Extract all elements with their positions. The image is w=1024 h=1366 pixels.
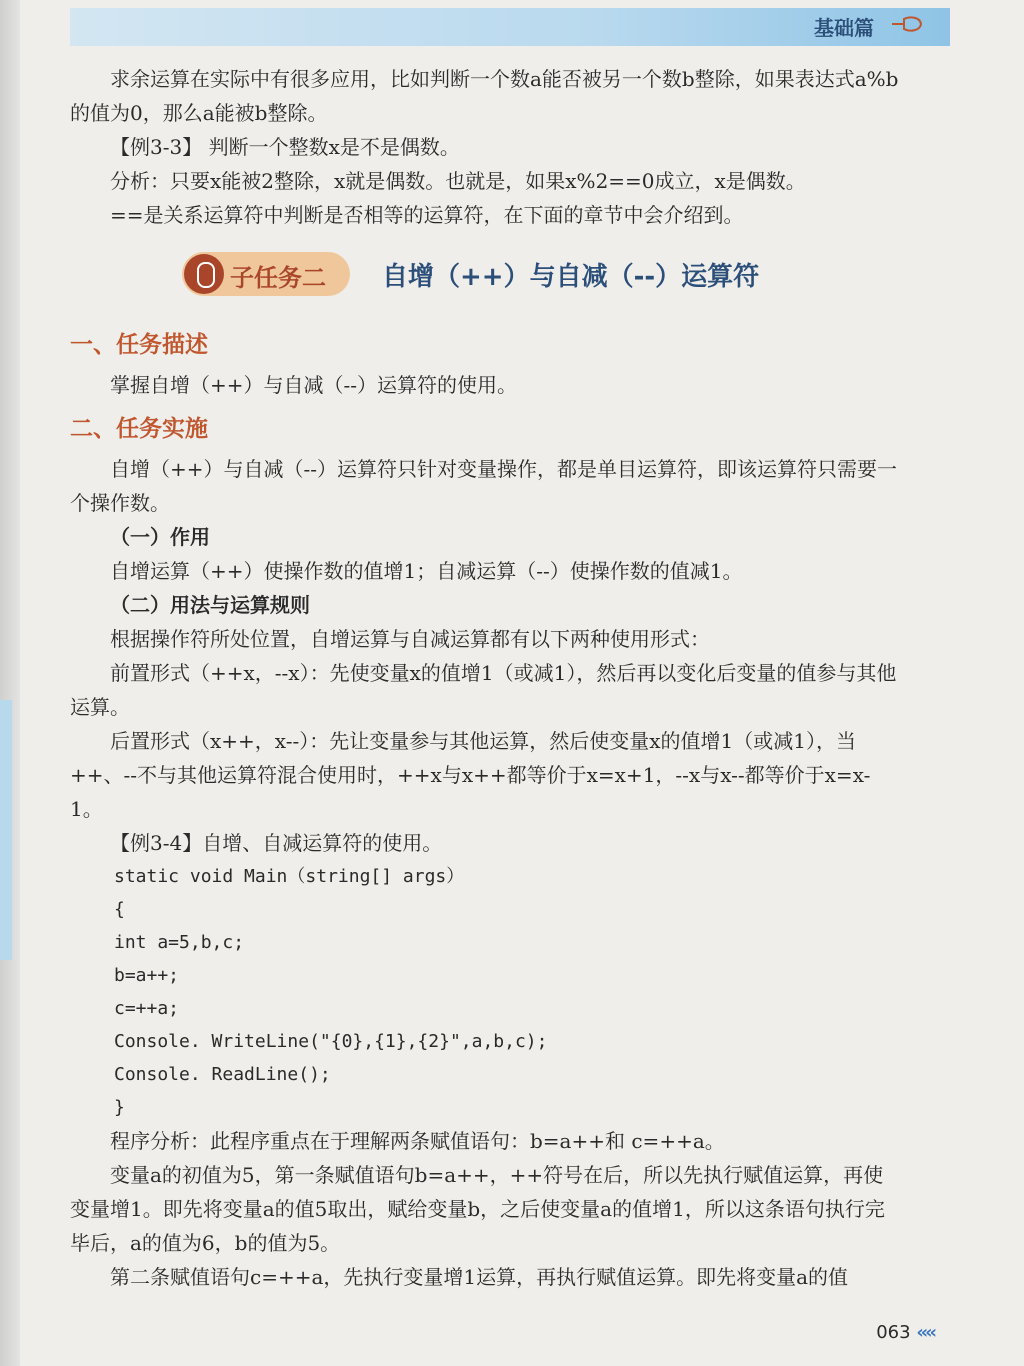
- implementation-intro: 自增（++）与自减（--）运算符只针对变量操作，都是单目运算符，即该运算符只需要一个操作数。: [70, 457, 898, 515]
- code-line: Console. WriteLine("{0},{1},{2}",a,b,c);: [114, 1031, 548, 1052]
- intro-paragraph: 求余运算在实际中有很多应用，比如判断一个数a能否被另一个数b整除，如果表达式a%b的值为0，那么a能被b整除。: [70, 67, 899, 125]
- section-label: 基础篇: [814, 16, 874, 40]
- example-3-3: 【例3-3】 判断一个整数x是不是偶数。: [110, 135, 460, 159]
- code-line: b=a++;: [114, 965, 180, 986]
- subtask-title: 自增（++）与自减（--）运算符: [382, 262, 760, 292]
- example-3-4: 【例3-4】自增、自减运算符的使用。: [110, 831, 443, 855]
- example-analysis: 分析：只要x能被2整除，x就是偶数。也就是，如果x%2==0成立，x是偶数。: [110, 169, 806, 193]
- code-line: static void Main（string[] args）: [114, 866, 465, 887]
- task-description-text: 掌握自增（++）与自减（--）运算符的使用。: [110, 373, 518, 397]
- equality-note: ==是关系运算符中判断是否相等的运算符，在下面的章节中会介绍到。: [110, 203, 744, 227]
- code-line: {: [114, 899, 125, 920]
- mouse-icon: [184, 254, 224, 294]
- code-line: }: [114, 1097, 125, 1118]
- code-line: int a=5,b,c;: [114, 932, 245, 953]
- prefix-form: 前置形式（++x，--x）：先使变量x的值增1（或减1），然后再以变化后变量的值参与其他运算。: [70, 661, 897, 719]
- usage-rules-text: 根据操作符所处位置，自增运算与自减运算都有以下两种使用形式：: [110, 627, 710, 651]
- analysis-first-statement: 变量a的初值为5，第一条赋值语句b=a++，++符号在后，所以先执行赋值运算，再使变量增1。即先将变量a的值5取出，赋给变量b，之后使变量a的值增1，所以这条语句执行完毕后，a的值为6，b的值为5。: [70, 1163, 885, 1255]
- subtask-badge: [182, 252, 350, 296]
- program-analysis: 程序分析：此程序重点在于理解两条赋值语句：b=a++和 c=++a。: [110, 1129, 725, 1153]
- analysis-second-statement: 第二条赋值语句c=++a，先执行变量增1运算，再执行赋值运算。即先将变量a的值: [110, 1265, 849, 1289]
- page-number: 063: [876, 1322, 911, 1343]
- code-block: [70, 860, 900, 1124]
- function-text: 自增运算（++）使操作数的值增1；自减运算（--）使操作数的值减1。: [110, 559, 743, 583]
- page-footer: [876, 1322, 934, 1343]
- code-line: c=++a;: [114, 998, 180, 1019]
- hand-pointer-icon: [890, 14, 924, 34]
- page-content: [70, 62, 900, 1294]
- chevrons-left-icon: ‹‹‹‹: [916, 1322, 934, 1343]
- code-line: Console. ReadLine();: [114, 1064, 331, 1085]
- usage-rules-heading: （二）用法与运算规则: [110, 593, 310, 617]
- adjacent-page-edge: [0, 0, 20, 1366]
- subtask-title-row: [70, 244, 900, 318]
- task-implementation-heading: 二、任务实施: [70, 416, 208, 442]
- task-description-heading: 一、任务描述: [70, 332, 208, 358]
- postfix-form: 后置形式（x++，x--）：先让变量参与其他运算，然后使变量x的值增1（或减1），当++、--不与其他运算符混合使用时，++x与x++都等价于x=x+1，--x与x--都等价于x=x-1。: [70, 729, 871, 821]
- function-heading: （一）作用: [110, 525, 210, 549]
- subtask-badge-label: 子任务二: [230, 264, 326, 292]
